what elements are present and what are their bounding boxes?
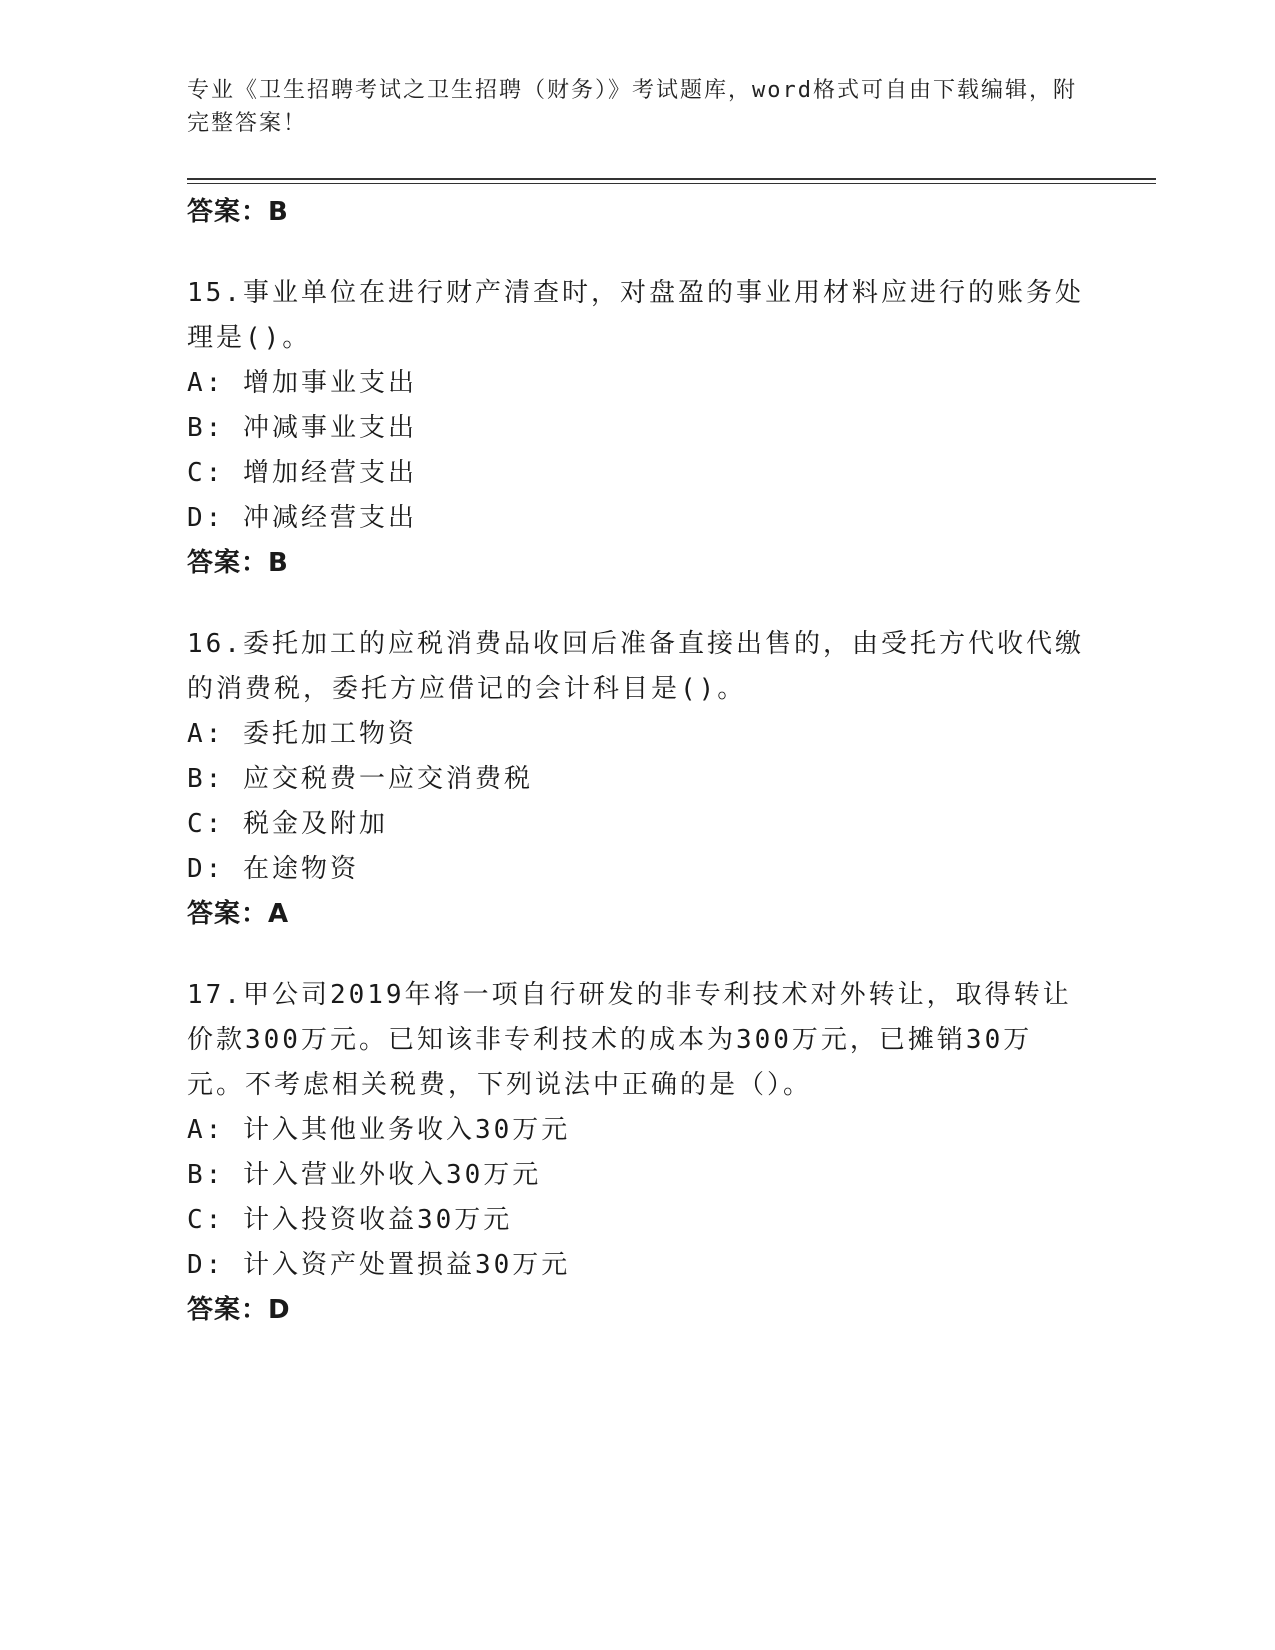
answer-line: 答案：A [187,899,290,929]
option-d: D: 在途物资 [187,854,359,884]
option-d: D: 计入资产处置损益30万元 [187,1250,571,1280]
question-15 [187,271,1087,586]
question-stem: 15.事业单位在进行财产清查时，对盘盈的事业用材料应进行的账务处理是()。 [187,278,1084,353]
answer-line: 答案：B [187,197,289,227]
question-stem: 16.委托加工的应税消费品收回后准备直接出售的，由受托方代收代缴的消费税，委托方应借记的会计科目是()。 [187,629,1084,704]
answer-line: 答案：D [187,1295,291,1325]
option-b: B: 计入营业外收入30万元 [187,1160,542,1190]
option-b: B: 冲减事业支出 [187,413,417,443]
question-stem: 17.甲公司2019年将一项自行研发的非专利技术对外转让，取得转让价款300万元。已知该非专利技术的成本为300万元，已摊销30万元。不考虑相关税费，下列说法中正确的是（）。 [187,980,1072,1100]
question-17 [187,973,1087,1333]
header-divider-thin [187,183,1156,184]
option-a: A: 委托加工物资 [187,719,417,749]
document-header: 专业《卫生招聘考试之卫生招聘（财务）》考试题库，word格式可自由下载编辑，附完整答案！ [187,78,1077,136]
answer-line: 答案：B [187,548,289,578]
option-b: B: 应交税费一应交消费税 [187,764,533,794]
option-a: A: 增加事业支出 [187,368,417,398]
option-c: C: 税金及附加 [187,809,388,839]
header-divider-thick [187,178,1156,180]
question-list [187,190,1087,1333]
option-d: D: 冲减经营支出 [187,503,417,533]
option-c: C: 计入投资收益30万元 [187,1205,513,1235]
question-16 [187,622,1087,937]
option-c: C: 增加经营支出 [187,458,417,488]
option-a: A: 计入其他业务收入30万元 [187,1115,571,1145]
